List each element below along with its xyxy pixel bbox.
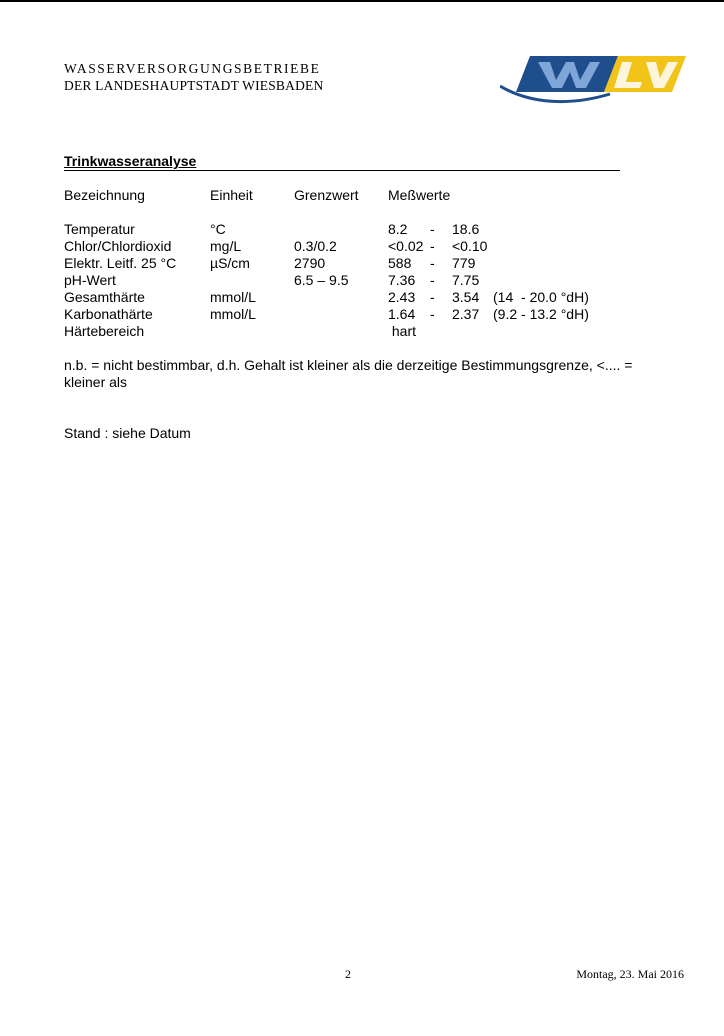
footer-date: Montag, 23. Mai 2016 <box>576 967 684 981</box>
row-dash: - <box>430 272 435 288</box>
top-border-line <box>0 0 724 2</box>
row-unit: µS/cm <box>210 255 250 271</box>
row-limit: 2790 <box>294 255 326 271</box>
row-min: 1.64 <box>388 306 416 322</box>
row-limit: 6.5 – 9.5 <box>294 272 349 288</box>
row-max: 7.75 <box>452 272 480 288</box>
row-min: 2.43 <box>388 289 416 305</box>
row-min: 588 <box>388 255 412 271</box>
organization-name <box>64 60 323 94</box>
row-max: <0.10 <box>452 238 488 254</box>
row-name: Chlor/Chlordioxid <box>64 238 172 254</box>
note-text: n.b. = nicht bestimmbar, d.h. Gehalt ist kleiner als die derzeitige Bestimmungsgrenze, <.... = kleiner als <box>64 357 633 390</box>
header-einheit: Einheit <box>210 187 253 203</box>
row-max: 779 <box>452 255 476 271</box>
document-title <box>64 153 620 171</box>
row-unit: mg/L <box>210 238 242 254</box>
row-name: Temperatur <box>64 221 135 237</box>
document-title-text: Trinkwasseranalyse <box>64 153 197 169</box>
row-max: 18.6 <box>452 221 480 237</box>
row-min: hart <box>388 323 417 339</box>
row-max: 3.54 <box>452 289 480 305</box>
row-unit: mmol/L <box>210 289 256 305</box>
row-name: pH-Wert <box>64 272 116 288</box>
wlw-logo <box>500 52 690 104</box>
page-number: 2 <box>345 967 351 981</box>
row-dash: - <box>430 306 435 322</box>
organization-name-line1: WASSERVERSORGUNGSBETRIEBE <box>64 61 321 76</box>
row-max: 2.37 <box>452 306 480 322</box>
row-extra: (14 - 20.0 °dH) <box>493 289 589 305</box>
row-name: Elektr. Leitf. 25 °C <box>64 255 177 271</box>
row-dash: - <box>430 238 435 254</box>
organization-name-line2: DER LANDESHAUPTSTADT WIESBADEN <box>64 78 324 93</box>
row-unit: °C <box>210 221 226 237</box>
row-name: Härtebereich <box>64 323 145 339</box>
header-messwerte: Meßwerte <box>388 187 451 203</box>
row-name: Karbonathärte <box>64 306 153 322</box>
row-dash: - <box>430 255 435 271</box>
stand-text: Stand : siehe Datum <box>64 425 191 441</box>
row-min: 7.36 <box>388 272 416 288</box>
header-grenzwert: Grenzwert <box>294 187 359 203</box>
row-extra: (9.2 - 13.2 °dH) <box>493 306 589 322</box>
row-dash: - <box>430 289 435 305</box>
row-min: <0.02 <box>388 238 424 254</box>
row-min: 8.2 <box>388 221 408 237</box>
row-dash: - <box>430 221 435 237</box>
row-limit: 0.3/0.2 <box>294 238 337 254</box>
header-bezeichnung: Bezeichnung <box>64 187 145 203</box>
row-name: Gesamthärte <box>64 289 145 305</box>
row-unit: mmol/L <box>210 306 256 322</box>
